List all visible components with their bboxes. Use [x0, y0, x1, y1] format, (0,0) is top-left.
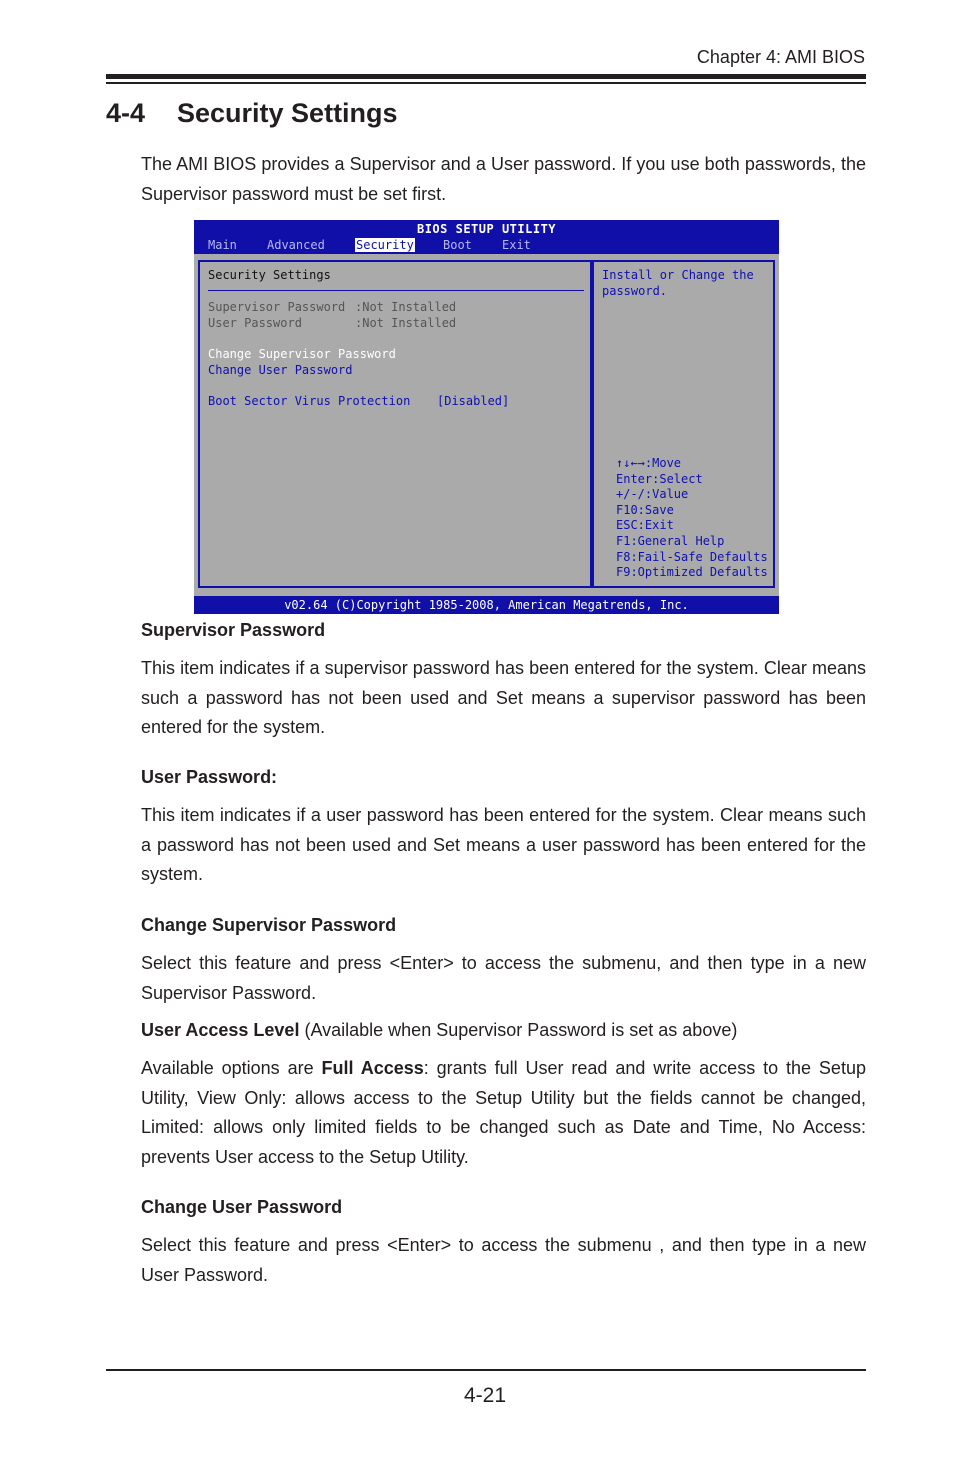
page-number: 4-21	[463, 1384, 507, 1407]
bios-menu-boot[interactable]: Boot	[443, 238, 472, 252]
bios-help-line1: Install or Change the	[602, 268, 754, 282]
change-user-heading: Change User Password	[141, 1197, 343, 1217]
bios-key-move: ↑↓←→:Move	[616, 456, 682, 470]
bios-help-line2: password.	[602, 284, 668, 298]
bios-footer-bar: v02.64 (C)Copyright 1985-2008, American Megatrends, Inc.	[194, 596, 779, 614]
bios-key-exit: ESC:Exit	[616, 518, 674, 532]
bios-menu-security[interactable]: Security	[356, 238, 414, 252]
bios-key-value: +/-/:Value	[616, 487, 689, 501]
supervisor-password-heading: Supervisor Password	[141, 620, 326, 640]
bios-key-save: F10:Save	[616, 503, 674, 517]
bios-menu-advanced[interactable]: Advanced	[267, 238, 325, 252]
user-access-level-note: (Available when Supervisor Password is set as above)	[299, 1020, 738, 1040]
header-rule-thick	[106, 74, 866, 79]
change-supervisor-text: Select this feature and press <Enter> to access the submenu, and then type in a new Supervisor Password.	[141, 953, 866, 1003]
bios-panel-divider	[208, 290, 584, 291]
user-password-heading: User Password:	[141, 767, 278, 787]
footer-rule	[106, 1369, 866, 1371]
bios-supervisor-value: :Not Installed	[355, 300, 457, 314]
options-intro: Available options are	[141, 1058, 322, 1078]
options-description: : grants full User read and write access to the Setup Utility, View Only: allows access to the Setup Utility but the fields cannot be changed, Limited: allows only limited fields to be changed such as Date and Time, No Access: prevents User access to the Setup Utility.	[141, 1058, 866, 1167]
section-number: 4-4	[106, 98, 146, 128]
supervisor-password-text: This item indicates if a supervisor password has been entered for the system. Clear means such a password has not been used and Set means a supervisor password has been entered for the system.	[141, 658, 866, 737]
bios-key-failsafe: F8:Fail-Safe Defaults	[616, 550, 768, 564]
intro-paragraph: The AMI BIOS provides a Supervisor and a User password. If you use both passwords, the Supervisor password must be set first.	[141, 154, 866, 204]
change-user-text: Select this feature and press <Enter> to access the submenu , and then type in a new User Password.	[141, 1235, 866, 1285]
user-password-text: This item indicates if a user password has been entered for the system. Clear means such a password has not been used and Set means a user password has been entered for the system.	[141, 805, 866, 884]
bios-change-supervisor-option[interactable]: Change Supervisor Password	[208, 347, 396, 361]
bios-menu-exit[interactable]: Exit	[502, 238, 531, 252]
bios-user-value: :Not Installed	[355, 316, 457, 330]
options-full-access: Full Access	[321, 1058, 424, 1078]
section-title	[106, 98, 398, 129]
header-rule-thin	[106, 82, 866, 84]
bios-supervisor-label: Supervisor Password	[208, 300, 346, 314]
bios-key-select: Enter:Select	[616, 472, 703, 486]
chapter-header: Chapter 4: AMI BIOS	[696, 47, 865, 67]
bios-key-help: F1:General Help	[616, 534, 725, 548]
user-access-level-heading: User Access Level	[141, 1020, 300, 1040]
bios-boot-sector-value[interactable]: [Disabled]	[437, 394, 510, 408]
bios-help-panel	[592, 260, 775, 588]
section-title-text: Security Settings	[177, 98, 398, 128]
bios-key-optimized: F9:Optimized Defaults	[616, 565, 768, 579]
user-access-options-text	[141, 1054, 866, 1172]
bios-screenshot	[194, 220, 779, 614]
bios-settings-panel	[198, 260, 592, 588]
bios-panel-title: Security Settings	[208, 268, 331, 282]
bios-menu-main[interactable]: Main	[208, 238, 237, 252]
user-access-level-line	[141, 1016, 866, 1046]
bios-user-label: User Password	[208, 316, 302, 330]
change-supervisor-heading: Change Supervisor Password	[141, 915, 397, 935]
bios-change-user-option[interactable]: Change User Password	[208, 363, 353, 377]
bios-boot-sector-label[interactable]: Boot Sector Virus Protection	[208, 394, 411, 408]
bios-title: BIOS SETUP UTILITY	[416, 222, 557, 236]
